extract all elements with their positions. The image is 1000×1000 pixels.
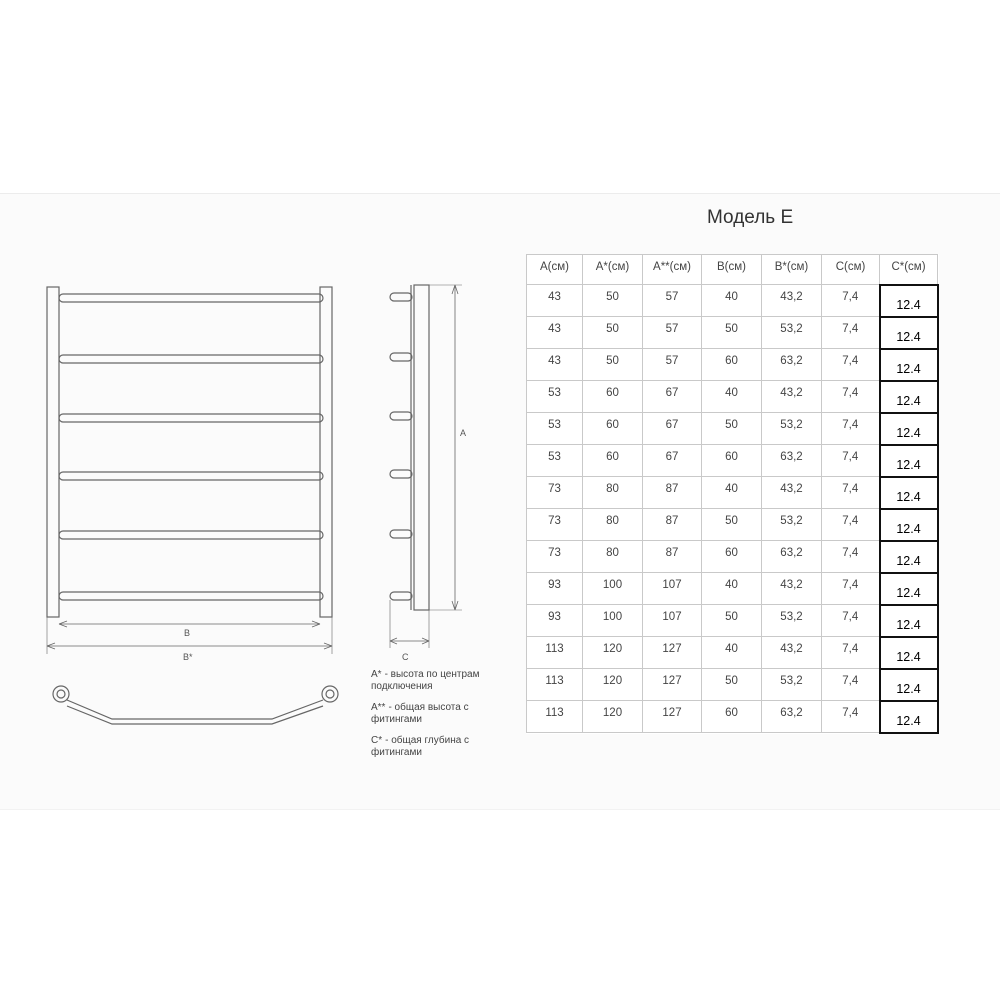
table-cell: 40 xyxy=(702,637,762,669)
header-cell: С(см) xyxy=(822,255,880,285)
table-cell: 60 xyxy=(583,445,643,477)
table-cell: 7,4 xyxy=(822,349,880,381)
table-cell: 53 xyxy=(527,381,583,413)
legend-item-c-star xyxy=(371,735,511,759)
table-cell: 113 xyxy=(527,701,583,733)
table-cell: 113 xyxy=(527,637,583,669)
table-cell: 57 xyxy=(643,285,702,317)
table-cell: 73 xyxy=(527,477,583,509)
table-cell: 7,4 xyxy=(822,381,880,413)
table-cell: 73 xyxy=(527,541,583,573)
table-cell: 63,2 xyxy=(762,349,822,381)
table-cell: 7,4 xyxy=(822,413,880,445)
front-right-post xyxy=(320,287,332,617)
table-cell: 50 xyxy=(702,509,762,541)
rung xyxy=(59,531,323,539)
table-cell: 60 xyxy=(702,541,762,573)
table-row xyxy=(527,285,938,317)
table-cell: 12.4 xyxy=(880,381,938,413)
rung xyxy=(59,294,323,302)
front-view xyxy=(47,287,332,654)
table-body xyxy=(527,285,938,733)
table-cell: 43 xyxy=(527,317,583,349)
table-row xyxy=(527,637,938,669)
table-cell: 53,2 xyxy=(762,317,822,349)
table-cell: 7,4 xyxy=(822,509,880,541)
table-cell: 50 xyxy=(702,605,762,637)
table-cell: 12.4 xyxy=(880,637,938,669)
table-cell: 43 xyxy=(527,349,583,381)
table-cell: 40 xyxy=(702,285,762,317)
label-b: B xyxy=(184,628,191,638)
table-cell: 87 xyxy=(643,541,702,573)
table-cell: 12.4 xyxy=(880,445,938,477)
table-cell: 63,2 xyxy=(762,541,822,573)
side-view xyxy=(390,285,462,648)
legend-item-a-double-star xyxy=(371,702,511,726)
table-cell: 12.4 xyxy=(880,413,938,445)
table-row xyxy=(527,605,938,637)
table-cell: 40 xyxy=(702,381,762,413)
top-left-fitting xyxy=(53,686,69,702)
table-cell: 12.4 xyxy=(880,701,938,733)
table-row xyxy=(527,317,938,349)
label-b-star: B* xyxy=(183,652,193,662)
table-cell: 93 xyxy=(527,605,583,637)
model-title: Модель Е xyxy=(707,207,794,228)
table-cell: 67 xyxy=(643,413,702,445)
table-cell: 43 xyxy=(527,285,583,317)
table-cell: 87 xyxy=(643,509,702,541)
table-cell: 127 xyxy=(643,701,702,733)
table-cell: 53,2 xyxy=(762,509,822,541)
header-cell: А(см) xyxy=(527,255,583,285)
table-cell: 43,2 xyxy=(762,573,822,605)
table-cell: 100 xyxy=(583,605,643,637)
table-cell: 12.4 xyxy=(880,541,938,573)
table-cell: 120 xyxy=(583,637,643,669)
table-cell: 50 xyxy=(702,669,762,701)
table-cell: 12.4 xyxy=(880,349,938,381)
table-cell: 60 xyxy=(702,349,762,381)
side-rung-stubs xyxy=(390,293,412,600)
table-cell: 40 xyxy=(702,573,762,605)
table-cell: 53,2 xyxy=(762,413,822,445)
table-cell: 60 xyxy=(702,445,762,477)
front-left-post xyxy=(47,287,59,617)
table-cell: 53,2 xyxy=(762,669,822,701)
table-header xyxy=(527,255,938,285)
side-post xyxy=(414,285,429,610)
table-row xyxy=(527,381,938,413)
table-cell: 12.4 xyxy=(880,509,938,541)
table-row xyxy=(527,701,938,733)
table-row xyxy=(527,509,938,541)
table-cell: 12.4 xyxy=(880,285,938,317)
front-rungs xyxy=(59,294,323,600)
table-cell: 127 xyxy=(643,637,702,669)
table-cell: 43,2 xyxy=(762,477,822,509)
table-cell: 107 xyxy=(643,605,702,637)
table-cell: 12.4 xyxy=(880,317,938,349)
table-cell: 12.4 xyxy=(880,477,938,509)
table-cell: 100 xyxy=(583,573,643,605)
header-row xyxy=(527,255,938,285)
rung-stub xyxy=(390,412,412,420)
table-cell: 7,4 xyxy=(822,573,880,605)
table-cell: 67 xyxy=(643,445,702,477)
table-cell: 80 xyxy=(583,477,643,509)
table-cell: 80 xyxy=(583,509,643,541)
table-cell: 60 xyxy=(702,701,762,733)
table-cell: 87 xyxy=(643,477,702,509)
table-cell: 43,2 xyxy=(762,285,822,317)
header-cell: А*(см) xyxy=(583,255,643,285)
table-cell: 43,2 xyxy=(762,637,822,669)
legend-text: - высота по центрам подключения xyxy=(371,669,480,692)
table-cell: 7,4 xyxy=(822,605,880,637)
table-cell: 73 xyxy=(527,509,583,541)
table-cell: 12.4 xyxy=(880,573,938,605)
rung-stub xyxy=(390,592,412,600)
label-a: A xyxy=(460,428,467,438)
table-row xyxy=(527,349,938,381)
table-cell: 63,2 xyxy=(762,701,822,733)
rung-stub xyxy=(390,353,412,361)
table-row xyxy=(527,541,938,573)
header-cell: В(см) xyxy=(702,255,762,285)
table-cell: 7,4 xyxy=(822,669,880,701)
table-row xyxy=(527,445,938,477)
rung-stub xyxy=(390,293,412,301)
rung-stub xyxy=(390,470,412,478)
legend-item-a-star xyxy=(371,669,511,693)
table-cell: 7,4 xyxy=(822,477,880,509)
table-row xyxy=(527,477,938,509)
table-cell: 12.4 xyxy=(880,605,938,637)
table-cell: 80 xyxy=(583,541,643,573)
table-cell: 50 xyxy=(702,317,762,349)
table-cell: 120 xyxy=(583,669,643,701)
table-cell: 50 xyxy=(583,317,643,349)
top-rung-profile xyxy=(67,700,323,719)
label-c: C xyxy=(402,652,409,662)
table-cell: 7,4 xyxy=(822,701,880,733)
table-cell: 113 xyxy=(527,669,583,701)
rung xyxy=(59,355,323,363)
table-cell: 57 xyxy=(643,317,702,349)
table-cell: 50 xyxy=(702,413,762,445)
legend-text: - общая высота с фитингами xyxy=(371,702,469,725)
table-cell: 53 xyxy=(527,413,583,445)
table-cell: 43,2 xyxy=(762,381,822,413)
top-right-fitting xyxy=(322,686,338,702)
table-cell: 107 xyxy=(643,573,702,605)
header-cell: А**(см) xyxy=(643,255,702,285)
table-cell: 7,4 xyxy=(822,285,880,317)
table-cell: 40 xyxy=(702,477,762,509)
table-cell: 7,4 xyxy=(822,541,880,573)
table-cell: 12.4 xyxy=(880,669,938,701)
table-cell: 60 xyxy=(583,413,643,445)
legend-text: - общая глубина с фитингами xyxy=(371,735,470,758)
table-row xyxy=(527,573,938,605)
table-cell: 50 xyxy=(583,285,643,317)
rung xyxy=(59,592,323,600)
table-cell: 57 xyxy=(643,349,702,381)
table-row xyxy=(527,413,938,445)
table-cell: 50 xyxy=(583,349,643,381)
table-cell: 7,4 xyxy=(822,637,880,669)
table-cell: 120 xyxy=(583,701,643,733)
rung-stub xyxy=(390,530,412,538)
header-cell: В*(см) xyxy=(762,255,822,285)
table-cell: 67 xyxy=(643,381,702,413)
legend-symbol: A** xyxy=(371,702,386,713)
header-cell: С*(см) xyxy=(880,255,938,285)
rung xyxy=(59,414,323,422)
table-cell: 53,2 xyxy=(762,605,822,637)
table-cell: 60 xyxy=(583,381,643,413)
table-cell: 7,4 xyxy=(822,317,880,349)
legend-symbol: C* xyxy=(371,735,383,746)
table-cell: 63,2 xyxy=(762,445,822,477)
table-cell: 53 xyxy=(527,445,583,477)
dimensions-table xyxy=(526,254,939,734)
table-cell: 7,4 xyxy=(822,445,880,477)
table-cell: 127 xyxy=(643,669,702,701)
table-row xyxy=(527,669,938,701)
top-view xyxy=(53,686,338,724)
rung xyxy=(59,472,323,480)
legend-symbol: A* xyxy=(371,669,382,680)
table-cell: 93 xyxy=(527,573,583,605)
